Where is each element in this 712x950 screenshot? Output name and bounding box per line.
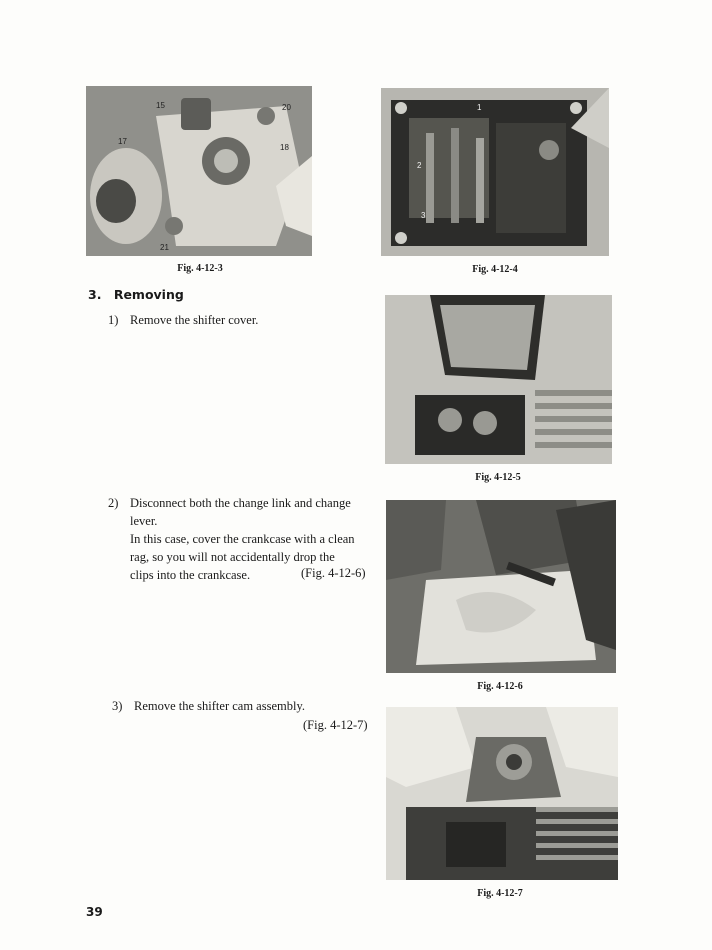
caption-fig-4-12-3: Fig. 4-12-3 — [177, 263, 223, 274]
step-text-line-1: Disconnect both the change link and change — [130, 496, 351, 510]
caption-fig-4-12-5: Fig. 4-12-5 — [475, 472, 521, 483]
step-1 — [108, 311, 368, 329]
callout-15: 15 — [156, 101, 165, 110]
step-text: Remove the shifter cover. — [130, 313, 259, 327]
callout-3: 3 — [421, 211, 426, 220]
callout-21: 21 — [160, 243, 169, 252]
photo-fig-4-12-6 — [386, 500, 616, 673]
step-text-line-4: rag, so you will not accidentally drop the — [130, 550, 335, 564]
section-heading — [88, 287, 184, 302]
photo-fig-4-12-5 — [385, 295, 612, 464]
fig-reference-4-12-6: (Fig. 4-12-6) — [301, 566, 366, 580]
callout-2: 2 — [417, 161, 422, 170]
step-text-line-5: clips into the crankcase. — [130, 568, 251, 582]
section-title: Removing — [113, 287, 184, 302]
callout-18: 18 — [280, 143, 289, 152]
step-text-line-3: In this case, cover the crankcase with a clean — [130, 532, 355, 546]
page-number: 39 — [86, 905, 103, 919]
callout-1: 1 — [477, 103, 482, 112]
caption-fig-4-12-7: Fig. 4-12-7 — [477, 888, 523, 899]
photo-fig-4-12-3 — [86, 86, 312, 256]
step-text: Remove the shifter cam assembly. — [134, 699, 306, 713]
callout-17: 17 — [118, 137, 127, 146]
step-number: 2) — [108, 496, 119, 510]
section-number: 3. — [88, 287, 102, 302]
step-number: 1) — [108, 313, 119, 327]
step-number: 3) — [112, 699, 123, 713]
caption-fig-4-12-4: Fig. 4-12-4 — [472, 264, 518, 275]
fig-reference-4-12-7: (Fig. 4-12-7) — [303, 718, 368, 732]
photo-fig-4-12-4 — [381, 88, 609, 256]
photo-fig-4-12-7 — [386, 707, 618, 880]
caption-fig-4-12-6: Fig. 4-12-6 — [477, 681, 523, 692]
step-text-line-2: lever. — [130, 514, 158, 528]
step-3 — [112, 697, 372, 715]
callout-20: 20 — [282, 103, 291, 112]
